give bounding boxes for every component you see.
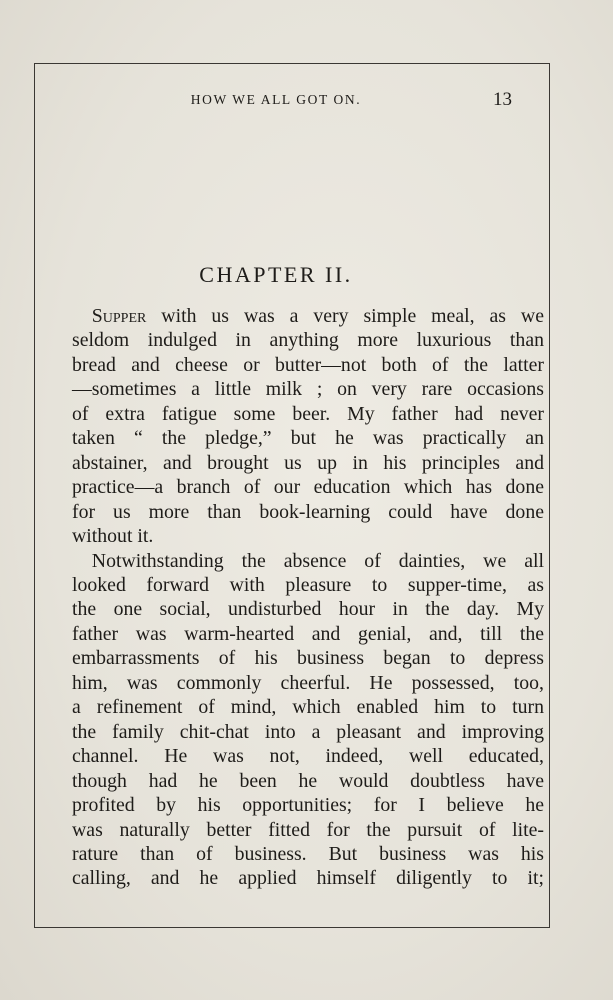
running-head-title: HOW WE ALL GOT ON. xyxy=(190,92,362,107)
text-line xyxy=(72,304,544,328)
text-line: taken “ the pledge,” but he was practically an xyxy=(72,427,544,450)
text-line: rature than of business. But business was his xyxy=(72,842,544,865)
text-line: a refinement of mind, which enabled him to turn xyxy=(72,696,544,719)
text-line: for us more than book-learning could have done xyxy=(72,500,544,523)
text-line xyxy=(72,549,544,573)
text-line: him, was commonly cheerful. He possessed, too, xyxy=(72,671,544,694)
lead-word: Supper xyxy=(91,305,147,327)
text-line: looked forward with pleasure to supper-time, as xyxy=(72,573,544,596)
text-line: though had he been he would doubtless have xyxy=(72,769,544,792)
running-head xyxy=(40,89,512,113)
text-line: embarrassments of his business began to depress xyxy=(72,647,544,670)
text-line: the one social, undisturbed hour in the day. My xyxy=(72,598,544,621)
body-text xyxy=(72,304,544,891)
text-line: of extra fatigue some beer. My father had never xyxy=(72,402,544,425)
text-line: channel. He was not, indeed, well educated, xyxy=(72,745,544,768)
text-line: without it. xyxy=(72,525,154,548)
text-line-rest: Notwithstanding the absence of dainties, we all xyxy=(91,549,544,572)
text-line: abstainer, and brought us up in his principles and xyxy=(72,451,544,474)
text-line-rest: with us was a very simple meal, as we xyxy=(146,305,544,327)
text-line: profited by his opportunities; for I believe he xyxy=(72,794,544,817)
chapter-title: CHAPTER II. xyxy=(199,262,353,287)
text-line: father was warm-hearted and genial, and, till the xyxy=(72,622,544,645)
text-line: practice—a branch of our education which has done xyxy=(72,476,544,499)
text-line: —sometimes a little milk ; on very rare occasions xyxy=(72,378,544,401)
page-number: 13 xyxy=(493,89,512,110)
text-line: was naturally better fitted for the pursuit of lite- xyxy=(72,818,544,841)
text-line: bread and cheese or butter—not both of the latter xyxy=(72,353,544,376)
text-line: calling, and he applied himself diligently to it; xyxy=(72,867,544,890)
text-line: seldom indulged in anything more luxurious than xyxy=(72,329,544,352)
text-line: the family chit-chat into a pleasant and improving xyxy=(72,720,544,743)
